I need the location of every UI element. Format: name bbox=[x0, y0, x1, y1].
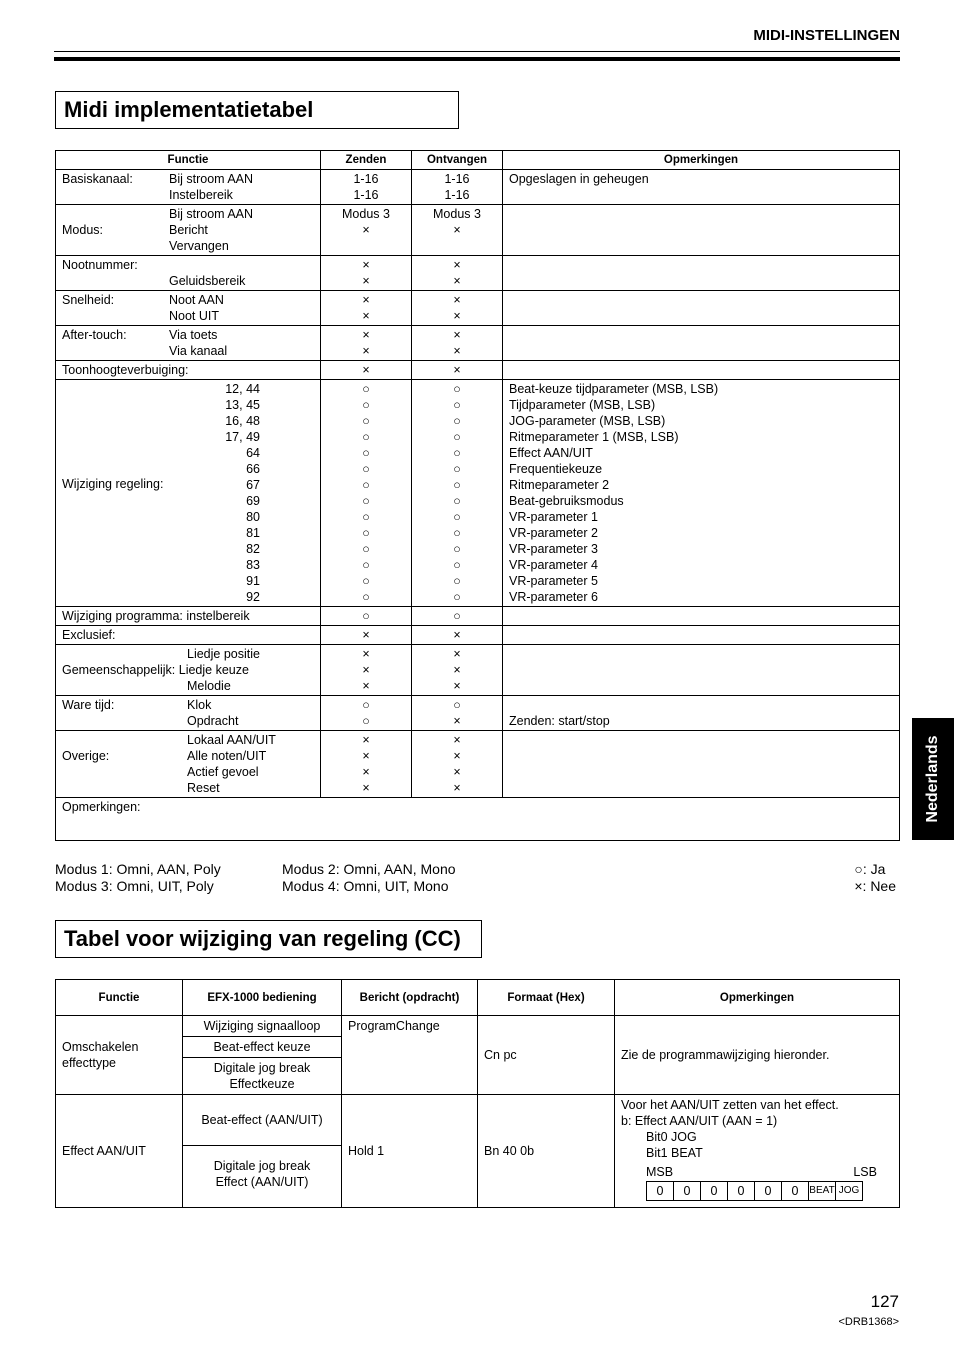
row-note: Opgeslagen in geheugen bbox=[503, 170, 900, 205]
recv-value: × bbox=[453, 765, 461, 779]
recv-value: × bbox=[453, 258, 461, 272]
row-item: Bij stroom AAN bbox=[169, 172, 254, 186]
row-note: VR-parameter 4 bbox=[509, 558, 598, 572]
cc-note-line: b: Effect AAN/UIT (AAN = 1) bbox=[621, 1114, 778, 1128]
send-value: × bbox=[362, 647, 370, 661]
row-note: VR-parameter 3 bbox=[509, 542, 598, 556]
send-value: × bbox=[362, 328, 370, 342]
send-value: × bbox=[362, 223, 370, 237]
row-item: Lokaal AAN/UIT bbox=[187, 733, 276, 747]
recv-value: × bbox=[453, 647, 461, 661]
cc-number: 82 bbox=[246, 542, 260, 556]
recv-value: ○ bbox=[453, 526, 461, 540]
legend-ja: ○: Ja bbox=[854, 861, 886, 877]
row-note: Tijdparameter (MSB, LSB) bbox=[509, 398, 656, 412]
recv-value: × bbox=[412, 626, 503, 645]
legend-mode2: Modus 2: Omni, AAN, Mono bbox=[282, 861, 456, 877]
row-label: Toonhoogteverbuiging: bbox=[56, 361, 321, 380]
row-label: After-touch: bbox=[62, 328, 127, 342]
row-item: Instelbereik bbox=[169, 188, 233, 202]
remarks-cell: Opmerkingen: bbox=[56, 798, 900, 841]
bit-cell: 0 bbox=[782, 1182, 809, 1201]
cc-number: 91 bbox=[246, 574, 260, 588]
recv-value: ○ bbox=[453, 698, 461, 712]
table-row bbox=[56, 1095, 900, 1208]
send-value: ○ bbox=[362, 462, 370, 476]
row-item: Melodie bbox=[187, 679, 231, 693]
recv-value: ○ bbox=[453, 446, 461, 460]
send-value: × bbox=[362, 733, 370, 747]
page-number: 127 bbox=[870, 1292, 899, 1311]
row-item: Vervangen bbox=[169, 239, 229, 253]
efx-operation: Digitale jog break Effectkeuze bbox=[213, 1061, 311, 1091]
row-item: Via toets bbox=[169, 328, 218, 342]
send-value: ○ bbox=[362, 494, 370, 508]
recv-value: ○ bbox=[453, 542, 461, 556]
row-item: Liedje keuze bbox=[178, 663, 249, 677]
recv-value: × bbox=[453, 274, 461, 288]
send-value: ○ bbox=[362, 430, 370, 444]
legend-mode3: Modus 3: Omni, UIT, Poly bbox=[55, 878, 214, 894]
table-row bbox=[56, 291, 900, 326]
col-header-opmerkingen: Opmerkingen bbox=[503, 151, 900, 170]
table-row bbox=[56, 326, 900, 361]
efx-operation-wrap bbox=[183, 1146, 341, 1202]
send-value: 1-16 bbox=[353, 172, 379, 186]
legend-symbols bbox=[854, 861, 896, 895]
row-note: Frequentiekeuze bbox=[509, 462, 603, 476]
recv-value: ○ bbox=[453, 382, 461, 396]
table-row bbox=[56, 696, 900, 731]
send-value: ○ bbox=[321, 607, 412, 626]
row-label: Modus: bbox=[62, 223, 103, 237]
send-value: × bbox=[362, 258, 370, 272]
bit-cell: 0 bbox=[701, 1182, 728, 1201]
cc-note: Zie de programmawijziging hieronder. bbox=[615, 1016, 900, 1095]
send-value: ○ bbox=[362, 478, 370, 492]
send-value: × bbox=[362, 765, 370, 779]
send-value: ○ bbox=[362, 558, 370, 572]
send-value: × bbox=[362, 781, 370, 795]
efx-operation: Digitale jog break Effect (AAN/UIT) bbox=[213, 1159, 311, 1189]
send-value: ○ bbox=[362, 590, 370, 604]
send-value: ○ bbox=[362, 510, 370, 524]
row-item: Klok bbox=[187, 698, 212, 712]
col-header-functie: Functie bbox=[56, 151, 321, 170]
row-item: Liedje positie bbox=[187, 647, 260, 661]
row-item: Geluidsbereik bbox=[169, 274, 246, 288]
cc-number: 67 bbox=[246, 478, 260, 492]
bit-layout bbox=[646, 1181, 863, 1201]
recv-value: × bbox=[453, 663, 461, 677]
efx-operation: Beat-effect (AAN/UIT) bbox=[183, 1095, 341, 1146]
section-header: MIDI-INSTELLINGEN bbox=[753, 27, 900, 44]
recv-value: ○ bbox=[453, 414, 461, 428]
col-header-bericht: Bericht (opdracht) bbox=[342, 980, 478, 1016]
col-header-ontvangen: Ontvangen bbox=[412, 151, 503, 170]
recv-value: × bbox=[453, 679, 461, 693]
bit-cell: 0 bbox=[674, 1182, 701, 1201]
row-label: Exclusief: bbox=[56, 626, 321, 645]
row-item: Reset bbox=[187, 781, 220, 795]
recv-value: × bbox=[453, 293, 461, 307]
cc-number-list bbox=[62, 381, 314, 605]
send-value: Modus 3 bbox=[342, 207, 390, 221]
send-values bbox=[321, 380, 412, 607]
cc-message: Hold 1 bbox=[342, 1095, 478, 1208]
table-row bbox=[56, 256, 900, 291]
cc-note-line: Bit1 BEAT bbox=[646, 1146, 703, 1160]
send-value: ○ bbox=[362, 714, 370, 728]
recv-value: × bbox=[453, 309, 461, 323]
msb-label: MSB bbox=[646, 1165, 674, 1179]
row-label: Nootnummer: bbox=[62, 258, 138, 272]
table-header-row bbox=[56, 980, 900, 1016]
table-row bbox=[56, 380, 900, 607]
row-note: VR-parameter 2 bbox=[509, 526, 598, 540]
recv-value: ○ bbox=[453, 494, 461, 508]
legend-left bbox=[55, 861, 221, 895]
send-value: ○ bbox=[362, 382, 370, 396]
recv-value: Modus 3 bbox=[433, 207, 481, 221]
cc-note-line: Bit0 JOG bbox=[646, 1130, 697, 1144]
bit-cell: 0 bbox=[728, 1182, 755, 1201]
recv-value: ○ bbox=[453, 462, 461, 476]
cc-message: ProgramChange bbox=[342, 1016, 478, 1095]
table-header-row bbox=[56, 151, 900, 170]
row-note: JOG-parameter (MSB, LSB) bbox=[509, 414, 666, 428]
row-item: Bij stroom AAN bbox=[169, 207, 254, 221]
table-row bbox=[56, 626, 900, 645]
row-note: VR-parameter 6 bbox=[509, 590, 598, 604]
row-note: Effect AAN/UIT bbox=[509, 446, 593, 460]
table-row bbox=[56, 731, 900, 798]
recv-value: ○ bbox=[453, 398, 461, 412]
recv-value: × bbox=[412, 361, 503, 380]
bit-cell: 0 bbox=[647, 1182, 674, 1201]
row-label: Gemeenschappelijk: bbox=[62, 663, 176, 677]
cc-number: 83 bbox=[246, 558, 260, 572]
legend-mode1: Modus 1: Omni, AAN, Poly bbox=[55, 861, 221, 877]
recv-value: × bbox=[453, 344, 461, 358]
recv-value: ○ bbox=[453, 558, 461, 572]
send-value: × bbox=[362, 663, 370, 677]
row-item: Via kanaal bbox=[169, 344, 228, 358]
efx-operation: Wijziging signaalloop bbox=[183, 1016, 341, 1037]
document-code: <DRB1368> bbox=[838, 1316, 899, 1328]
cc-number: 81 bbox=[246, 526, 260, 540]
bit-cell: 0 bbox=[755, 1182, 782, 1201]
recv-value: 1-16 bbox=[444, 172, 470, 186]
row-note: Beat-gebruiksmodus bbox=[509, 494, 624, 508]
row-label: Basiskanaal: bbox=[62, 172, 133, 186]
send-value: × bbox=[321, 626, 412, 645]
row-note: Ritmeparameter 2 bbox=[509, 478, 610, 492]
cc-number: 13, 45 bbox=[225, 398, 260, 412]
send-value: ○ bbox=[362, 526, 370, 540]
recv-value: ○ bbox=[453, 510, 461, 524]
send-value: × bbox=[362, 679, 370, 693]
cc-table-title: Tabel voor wijziging van regeling (CC) bbox=[55, 920, 482, 958]
table-row bbox=[56, 361, 900, 380]
cc-format: Bn 40 0b bbox=[478, 1095, 615, 1208]
table-row bbox=[56, 798, 900, 841]
send-value: ○ bbox=[362, 446, 370, 460]
row-item: Noot AAN bbox=[169, 293, 224, 307]
recv-value: × bbox=[453, 749, 461, 763]
row-item: Actief gevoel bbox=[187, 765, 259, 779]
bit-cell: BEAT bbox=[809, 1182, 836, 1201]
send-value: × bbox=[362, 749, 370, 763]
col-header-bediening: EFX-1000 bediening bbox=[183, 980, 342, 1016]
row-item: Bericht bbox=[169, 223, 208, 237]
midi-table-title: Midi implementatietabel bbox=[55, 91, 459, 129]
col-header-functie: Functie bbox=[56, 980, 183, 1016]
cc-number: 17, 49 bbox=[225, 430, 260, 444]
send-value: × bbox=[321, 361, 412, 380]
language-tab-label: Nederlands bbox=[924, 735, 941, 823]
header-rule-thick bbox=[54, 57, 900, 61]
table-row bbox=[56, 205, 900, 256]
col-header-zenden: Zenden bbox=[321, 151, 412, 170]
recv-value: × bbox=[453, 328, 461, 342]
row-note: Beat-keuze tijdparameter (MSB, LSB) bbox=[509, 382, 719, 396]
legend-nee: ×: Nee bbox=[854, 878, 896, 894]
table-row bbox=[56, 607, 900, 626]
col-header-formaat: Formaat (Hex) bbox=[478, 980, 615, 1016]
bit-cell: JOG bbox=[836, 1182, 863, 1201]
recv-value: ○ bbox=[453, 590, 461, 604]
cc-number: 64 bbox=[246, 446, 260, 460]
midi-implementation-table bbox=[55, 150, 900, 841]
row-label: Snelheid: bbox=[62, 293, 115, 307]
recv-value: ○ bbox=[453, 574, 461, 588]
row-label: Ware tijd: bbox=[62, 698, 115, 712]
send-value: ○ bbox=[362, 398, 370, 412]
send-value: 1-16 bbox=[353, 188, 379, 202]
cc-number: 92 bbox=[246, 590, 260, 604]
cc-format: Cn pc bbox=[478, 1016, 615, 1095]
recv-value: ○ bbox=[412, 607, 503, 626]
send-value: ○ bbox=[362, 414, 370, 428]
bit-row bbox=[647, 1182, 863, 1201]
cc-number: 80 bbox=[246, 510, 260, 524]
recv-value: ○ bbox=[453, 430, 461, 444]
lsb-label: LSB bbox=[853, 1165, 877, 1179]
cc-function: Effect AAN/UIT bbox=[56, 1095, 183, 1208]
row-label: Overige: bbox=[62, 749, 110, 763]
row-item: Opdracht bbox=[187, 714, 239, 728]
efx-operation: Beat-effect keuze bbox=[183, 1037, 341, 1058]
table-row bbox=[56, 1016, 900, 1095]
recv-value: × bbox=[453, 733, 461, 747]
recv-value: × bbox=[453, 781, 461, 795]
header-rule-thin bbox=[54, 51, 900, 52]
cc-number: 66 bbox=[246, 462, 260, 476]
row-label: Wijziging programma: instelbereik bbox=[56, 607, 321, 626]
recv-value: × bbox=[453, 223, 461, 237]
recv-values bbox=[412, 380, 503, 607]
row-note: Zenden: start/stop bbox=[509, 714, 610, 728]
col-header-opmerkingen: Opmerkingen bbox=[615, 980, 900, 1016]
recv-value: × bbox=[453, 714, 461, 728]
send-value: × bbox=[362, 274, 370, 288]
row-note: VR-parameter 5 bbox=[509, 574, 598, 588]
row-label: Wijziging regeling: bbox=[62, 477, 164, 491]
table-row bbox=[56, 645, 900, 696]
send-value: ○ bbox=[362, 574, 370, 588]
legend-mode4: Modus 4: Omni, UIT, Mono bbox=[282, 878, 449, 894]
bit-order-labels bbox=[621, 1164, 877, 1180]
row-item: Noot UIT bbox=[169, 309, 220, 323]
send-value: ○ bbox=[362, 542, 370, 556]
row-note: VR-parameter 1 bbox=[509, 510, 598, 524]
send-value: × bbox=[362, 344, 370, 358]
send-value: × bbox=[362, 293, 370, 307]
cc-table bbox=[55, 979, 900, 1208]
send-value: × bbox=[362, 309, 370, 323]
cc-number: 16, 48 bbox=[225, 414, 260, 428]
send-value: ○ bbox=[362, 698, 370, 712]
cc-note-line: Voor het AAN/UIT zetten van het effect. bbox=[621, 1098, 839, 1112]
cc-number: 12, 44 bbox=[225, 382, 260, 396]
row-note: Ritmeparameter 1 (MSB, LSB) bbox=[509, 430, 679, 444]
row-item: Alle noten/UIT bbox=[187, 749, 267, 763]
cc-number: 69 bbox=[246, 494, 260, 508]
row-notes bbox=[503, 380, 900, 607]
table-row bbox=[56, 170, 900, 205]
recv-value: 1-16 bbox=[444, 188, 470, 202]
language-tab bbox=[912, 718, 954, 840]
cc-function: Omschakelen effecttype bbox=[56, 1016, 183, 1095]
legend-middle bbox=[282, 861, 456, 895]
recv-value: ○ bbox=[453, 478, 461, 492]
